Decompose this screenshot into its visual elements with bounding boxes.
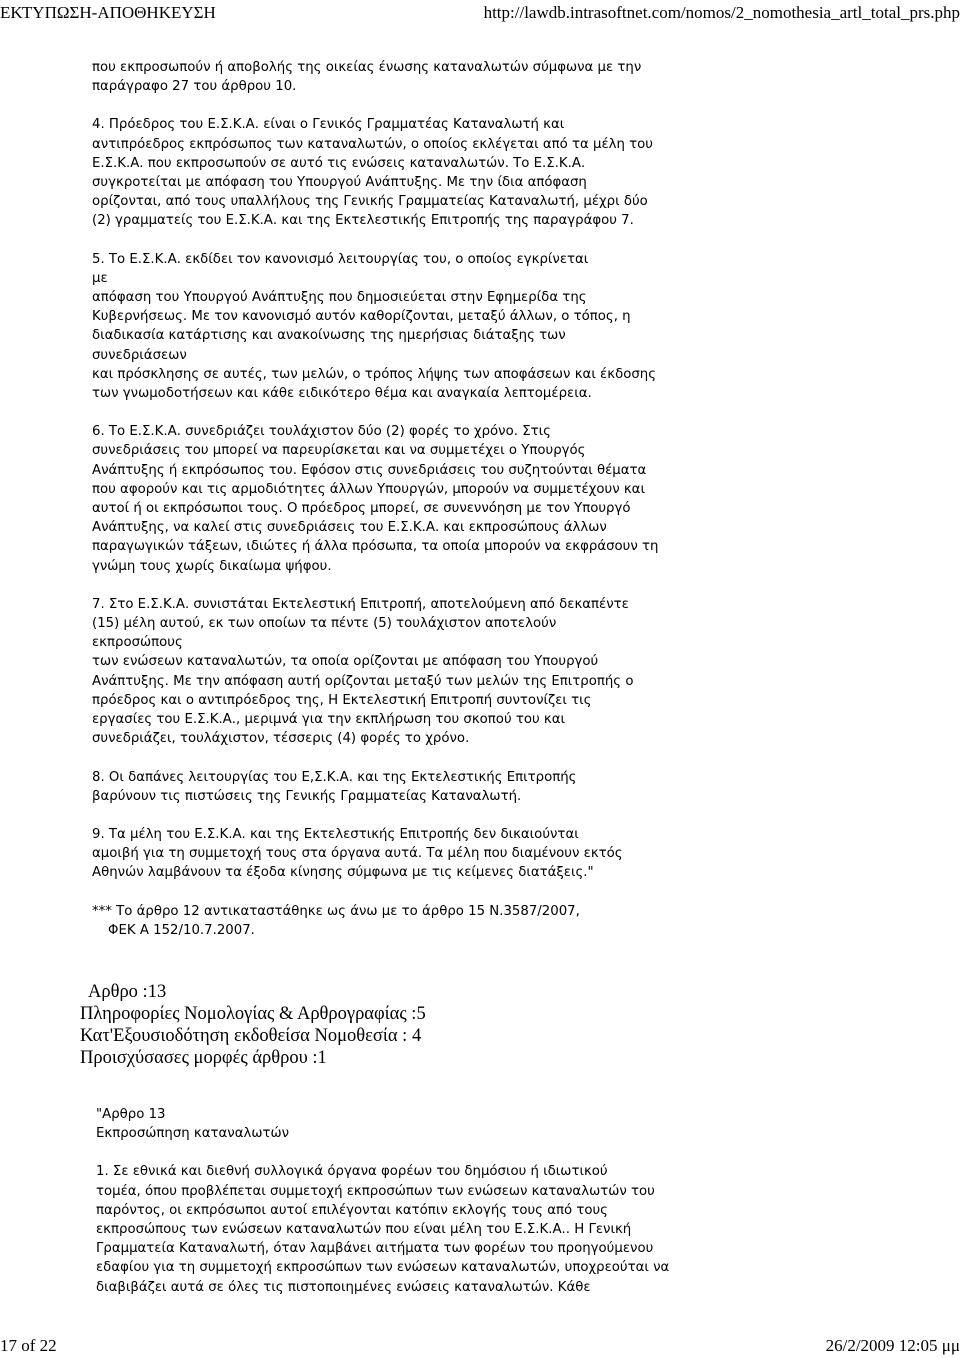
- text-line: Ανάπτυξης, να καλεί στις συνεδριάσεις του Ε.Σ.Κ.Α. και εκπροσώπους άλλων: [92, 520, 607, 536]
- text-line: διαβιβάζει αυτά σε όλες τις πιστοποιημένες ενώσεις καταναλωτών. Κάθε: [96, 1279, 591, 1295]
- paragraph-4: [92, 115, 912, 230]
- text-line: Αθηνών λαμβάνουν τα έξοδα κίνησης σύμφωνα με τις κείμενες διατάξεις.": [92, 865, 594, 881]
- prior-versions-link[interactable]: Προισχύσασες μορφές άρθρου :1: [80, 1048, 327, 1068]
- text-line: αντιπρόεδρος εκπρόσωπος των καταναλωτών, ο οποίος εκλέγεται από τα μέλη του: [92, 136, 654, 152]
- text-line: 1. Σε εθνικά και διεθνή συλλογικά όργανα φορέων του δημόσιου ή ιδιωτικού: [96, 1164, 608, 1180]
- text-line: Ε.Σ.Κ.Α. που εκπροσωπούν σε αυτό τις ενώσεις καταναλωτών. Το Ε.Σ.Κ.Α.: [92, 155, 586, 171]
- page-counter: 17 of 22: [0, 1336, 57, 1355]
- article-paragraph-1: [96, 1162, 916, 1296]
- text-line: των ενώσεων καταναλωτών, τα οποία ορίζονται με απόφαση του Υπουργού: [92, 654, 599, 670]
- print-save-header: ΕΚΤΥΠΩΣΗ-ΑΠΟΘΗΚΕΥΣΗ: [0, 3, 216, 22]
- text-line: συνεδριάζει, τουλάχιστον, τέσσερις (4) φορές το χρόνο.: [92, 731, 470, 747]
- text-line: ορίζονται, από τους υπαλλήλους της Γενικής Γραμματείας Καταναλωτή, μέχρι δύο: [92, 194, 648, 210]
- text-line: 7. Στο Ε.Σ.Κ.Α. συνιστάται Εκτελεστική Επιτροπή, αποτελούμενη από δεκαπέντε: [92, 596, 629, 612]
- article-heading: [96, 1105, 916, 1143]
- paragraph-9: [92, 825, 912, 883]
- text-line: (15) μέλη αυτού, εκ των οποίων τα πέντε (5) τουλάχιστον αποτελούν: [92, 616, 557, 632]
- amendment-note-line: *** Το άρθρο 12 αντικαταστάθηκε ως άνω με το άρθρο 15 Ν.3587/2007,: [92, 903, 580, 919]
- print-timestamp: 26/2/2009 12:05 μμ: [825, 1336, 960, 1355]
- text-line: Κυβερνήσεως. Με τον κανονισμό αυτόν καθορίζονται, μεταξύ άλλων, ο τόπος, η: [92, 309, 631, 325]
- text-line: διαδικασία κατάρτισης και ανακοίνωσης της ημερήσιας διάταξης των: [92, 328, 566, 344]
- text-line: εδαφίου για τη συμμετοχή εκπροσώπων των ενώσεων καταναλωτών, υποχρεούται να: [96, 1260, 670, 1276]
- paragraph-8: [92, 768, 912, 806]
- article-number-link[interactable]: Αρθρο :13: [88, 982, 167, 1002]
- amendment-note-line: ΦΕΚ Α 152/10.7.2007.: [108, 922, 255, 938]
- text-line: τομέα, όπου προβλέπεται συμμετοχή εκπροσώπων των ενώσεων καταναλωτών του: [96, 1183, 655, 1199]
- text-line: απόφαση του Υπουργού Ανάπτυξης που δημοσιεύεται στην Εφημερίδα της: [92, 290, 587, 306]
- amendment-note: [92, 902, 912, 940]
- article-subtitle: Εκπροσώπηση καταναλωτών: [96, 1126, 290, 1142]
- text-line: 8. Οι δαπάνες λειτουργίας του Ε,Σ.Κ.Α. και της Εκτελεστικής Επιτροπής: [92, 769, 577, 785]
- text-line: γνώμη τους χωρίς δικαίωμα ψήφου.: [92, 558, 332, 574]
- article-title: "Αρθρο 13: [96, 1107, 166, 1122]
- text-line: 9. Τα μέλη του Ε.Σ.Κ.Α. και της Εκτελεστικής Επιτροπής δεν δικαιούνται: [92, 826, 579, 842]
- text-line: παράγραφο 27 του άρθρου 10.: [92, 79, 297, 95]
- text-line: που αφορούν και τις αρμοδιότητες άλλων Υπουργών, μπορούν να συμμετέχουν και: [92, 481, 645, 497]
- text-line: 6. Το Ε.Σ.Κ.Α. συνεδριάζει τουλάχιστον δύο (2) φορές το χρόνο. Στις: [92, 424, 551, 440]
- text-line: 4. Πρόεδρος του Ε.Σ.Κ.Α. είναι ο Γενικός Γραμματέας Καταναλωτή και: [92, 117, 565, 133]
- text-line: 5. Το Ε.Σ.Κ.Α. εκδίδει τον κανονισμό λειτουργίας του, ο οποίος εγκρίνεται: [92, 251, 589, 267]
- text-line: συνεδριάσεις του μπορεί να παρευρίσκεται και να συμμετέχει ο Υπουργός: [92, 443, 586, 459]
- delegated-legislation-link[interactable]: Κατ'Εξουσιοδότηση εκδοθείσα Νομοθεσία : 4: [80, 1026, 422, 1046]
- text-line: αμοιβή για τη συμμετοχή τους στα όργανα αυτά. Τα μέλη που διαμένουν εκτός: [92, 846, 623, 862]
- text-line: συγκροτείται με απόφαση του Υπουργού Ανάπτυξης. Με την ίδια απόφαση: [92, 175, 587, 191]
- paragraph-5: [92, 250, 912, 404]
- page-url: http://lawdb.intrasoftnet.com/nomos/2_nomothesia_artl_total_prs.php: [483, 3, 960, 22]
- text-line: Γραμματεία Καταναλωτή, όταν λαμβάνει αιτήματα των φορέων του προηγούμενου: [96, 1241, 654, 1257]
- text-line: Ανάπτυξης. Με την απόφαση αυτή ορίζονται μεταξύ των μελών της Επιτροπής ο: [92, 673, 634, 689]
- text-line: παραγωγικών τάξεων, ιδιώτες ή άλλα πρόσωπα, τα οποία μπορούν να εκφράσουν τη: [92, 539, 659, 555]
- text-line: πρόεδρος και ο αντιπρόεδρος της, Η Εκτελεστική Επιτροπή συντονίζει τις: [92, 692, 592, 708]
- text-line: συνεδριάσεων: [92, 347, 187, 363]
- text-line: βαρύνουν τις πιστώσεις της Γενικής Γραμματείας Καταναλωτή.: [92, 788, 522, 804]
- text-line: Ανάπτυξης ή εκπρόσωπος του. Εφόσον στις συνεδριάσεις του συζητούνται θέματα: [92, 462, 647, 478]
- text-line: παρόντος, οι εκπρόσωποι αυτοί επιλέγονται κατόπιν εκλογής τους από τους: [96, 1202, 608, 1218]
- paragraph-6: [92, 422, 912, 576]
- text-line: αυτοί ή οι εκπρόσωποι τους. Ο πρόεδρος μπορεί, σε συνεννόηση με τον Υπουργό: [92, 501, 631, 517]
- article-13-text: [96, 1105, 916, 1316]
- law-text-body: [92, 58, 912, 959]
- text-line: με: [92, 270, 108, 286]
- text-line: (2) γραμματείς του Ε.Σ.Κ.Α. και της Εκτελεστικής Επιτροπής της παραγράφου 7.: [92, 213, 634, 229]
- text-line: εκπροσώπους: [92, 635, 183, 651]
- text-line: εκπροσώπους των ενώσεων καταναλωτών που είναι μέλη του Ε.Σ.Κ.Α.. Η Γενική: [96, 1222, 632, 1238]
- text-line: των γνωμοδοτήσεων και κάθε ειδικότερο θέμα και αναγκαία λεπτομέρεια.: [92, 386, 592, 402]
- intro-paragraph: [92, 58, 912, 96]
- text-line: που εκπροσωπούν ή αποβολής της οικείας ένωσης καταναλωτών σύμφωνα με την: [92, 60, 642, 75]
- case-law-refs-link[interactable]: Πληροφορίες Νομολογίας & Αρθρογραφίας :5: [80, 1004, 426, 1024]
- text-line: εργασίες του Ε.Σ.Κ.Α., μεριμνά για την εκπλήρωση του σκοπού του και: [92, 712, 566, 728]
- paragraph-7: [92, 595, 912, 749]
- article-meta-block: [80, 981, 426, 1069]
- text-line: και πρόσκλησης σε αυτές, των μελών, ο τρόπος λήψης των αποφάσεων και έκδοσης: [92, 366, 656, 382]
